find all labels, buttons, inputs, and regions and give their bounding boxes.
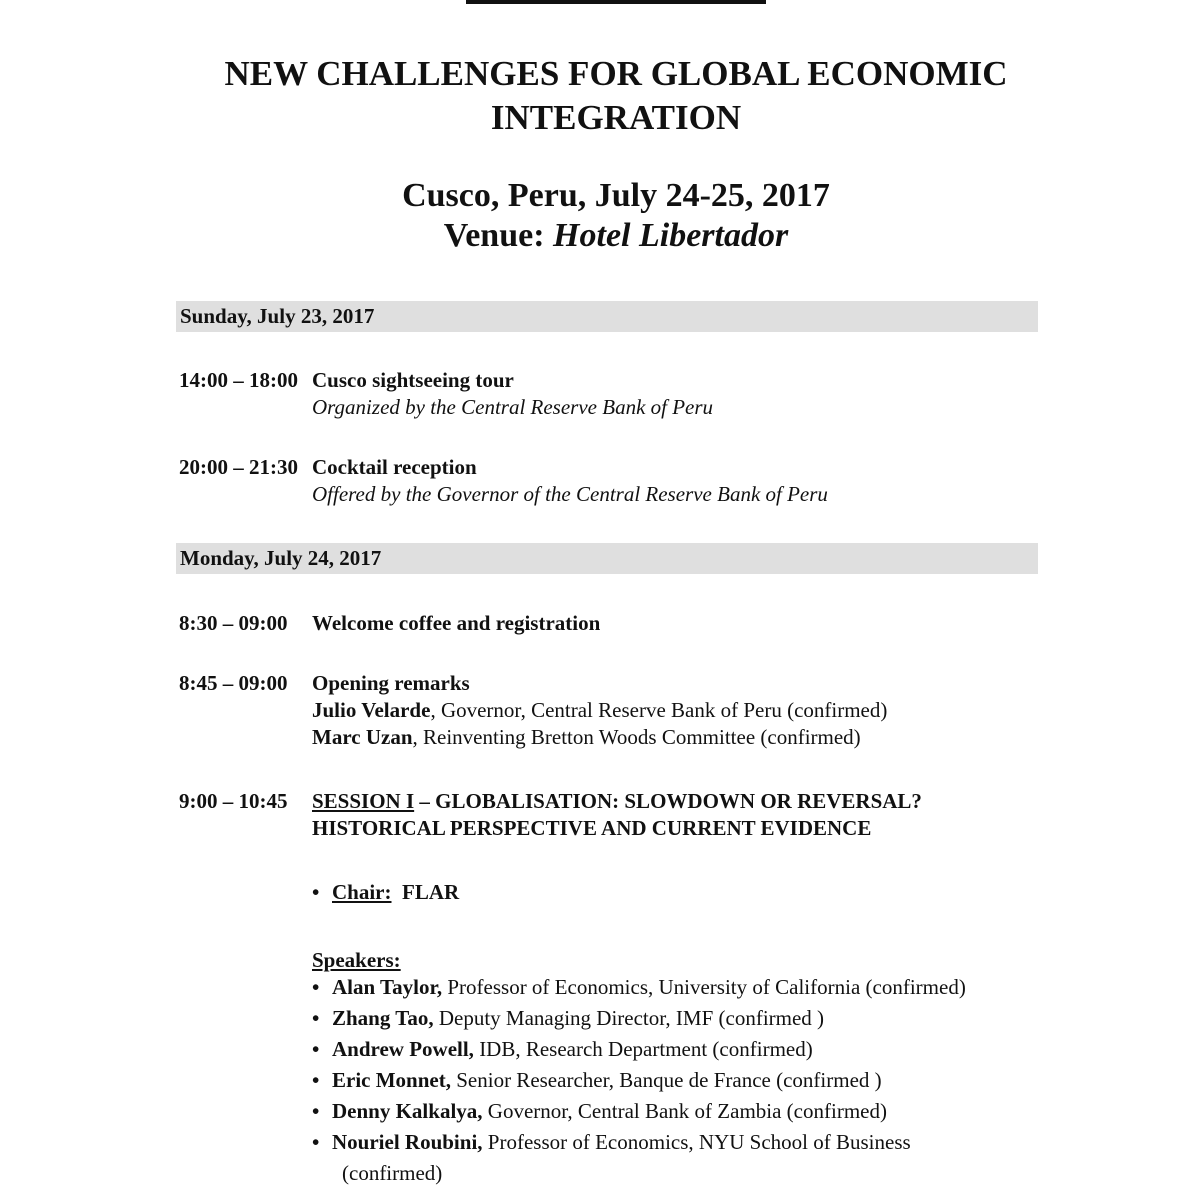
bullet-icon: • <box>312 975 320 999</box>
speaker-name: Andrew Powell, <box>332 1037 474 1061</box>
agenda-content <box>312 454 1072 508</box>
speaker-item <box>312 1098 887 1125</box>
event-venue <box>0 216 1200 256</box>
page-title <box>0 52 1200 140</box>
bullet-icon: • <box>312 880 320 904</box>
agenda-title: Opening remarks <box>312 671 470 695</box>
top-rule <box>466 0 766 4</box>
bullet-icon: • <box>312 1006 320 1030</box>
speakers-heading <box>312 947 401 974</box>
day-header-sunday: Sunday, July 23, 2017 <box>176 301 1038 332</box>
chair-label: Chair: <box>332 880 392 904</box>
speaker-role-continued: (confirmed) <box>342 1161 443 1185</box>
speakers-label: Speakers: <box>312 948 401 972</box>
agenda-time: 8:30 – 09:00 <box>179 611 288 635</box>
opening-speaker <box>312 697 1072 724</box>
speaker-role: Governor, Central Bank of Zambia (confirmed) <box>482 1099 887 1123</box>
speaker-name: Denny Kalkalya, <box>332 1099 483 1123</box>
session-label: SESSION I <box>312 789 415 813</box>
venue-label: Venue: <box>443 217 545 254</box>
agenda-time: 20:00 – 21:30 <box>179 455 298 479</box>
bullet-icon: • <box>312 1037 320 1061</box>
agenda-title: Welcome coffee and registration <box>312 611 601 635</box>
bullet-icon: • <box>312 1099 320 1123</box>
speaker-name: Alan Taylor, <box>332 975 443 999</box>
speaker-item <box>312 974 966 1001</box>
session-title-line-1 <box>312 788 1072 815</box>
bullet-icon: • <box>312 1130 320 1154</box>
speaker-name: Zhang Tao, <box>332 1006 434 1030</box>
opening-speaker <box>312 724 1072 751</box>
agenda-time: 8:45 – 09:00 <box>179 671 288 695</box>
session-title-text: – GLOBALISATION: SLOWDOWN OR REVERSAL? <box>414 789 922 813</box>
session-title-line-2: HISTORICAL PERSPECTIVE AND CURRENT EVIDENCE <box>312 816 872 840</box>
agenda-title: Cocktail reception <box>312 455 477 479</box>
speaker-item <box>312 1036 813 1063</box>
agenda-content <box>312 670 1072 751</box>
person-role: , Reinventing Bretton Woods Committee (confirmed) <box>412 725 861 749</box>
speaker-role: Senior Researcher, Banque de France (confirmed ) <box>450 1068 882 1092</box>
agenda-content <box>312 367 1072 421</box>
person-name: Julio Velarde <box>312 698 431 722</box>
venue-name: Hotel Libertador <box>553 217 789 254</box>
speaker-item <box>312 1005 824 1032</box>
event-location: Cusco, Peru, July 24-25, 2017 <box>402 177 830 214</box>
event-location-venue <box>0 176 1200 256</box>
session-title <box>312 788 1072 842</box>
agenda-time: 14:00 – 18:00 <box>179 368 298 392</box>
title-line-1: NEW CHALLENGES FOR GLOBAL ECONOMIC <box>224 54 1008 93</box>
bullet-icon: • <box>312 1068 320 1092</box>
agenda-title: Cusco sightseeing tour <box>312 368 514 392</box>
day-header-monday: Monday, July 24, 2017 <box>176 543 1038 574</box>
speaker-role: Deputy Managing Director, IMF (confirmed ) <box>433 1006 825 1030</box>
person-role: , Governor, Central Reserve Bank of Peru (confirmed) <box>430 698 888 722</box>
person-name: Marc Uzan <box>312 725 413 749</box>
chair-value: FLAR <box>402 880 460 904</box>
speaker-role: Professor of Economics, University of California (confirmed) <box>442 975 966 999</box>
speaker-name: Eric Monnet, <box>332 1068 451 1092</box>
agenda-time: 9:00 – 10:45 <box>179 789 288 813</box>
title-line-2: INTEGRATION <box>490 98 742 137</box>
agenda-note: Organized by the Central Reserve Bank of Peru <box>312 395 714 419</box>
agenda-content <box>312 610 1072 637</box>
speaker-name: Nouriel Roubini, <box>332 1130 483 1154</box>
session-chair <box>312 879 459 906</box>
speaker-item <box>312 1067 882 1094</box>
speaker-item <box>312 1129 911 1156</box>
speaker-role: Professor of Economics, NYU School of Business <box>482 1130 911 1154</box>
agenda-note: Offered by the Governor of the Central Reserve Bank of Peru <box>312 482 828 506</box>
speaker-role: IDB, Research Department (confirmed) <box>473 1037 813 1061</box>
